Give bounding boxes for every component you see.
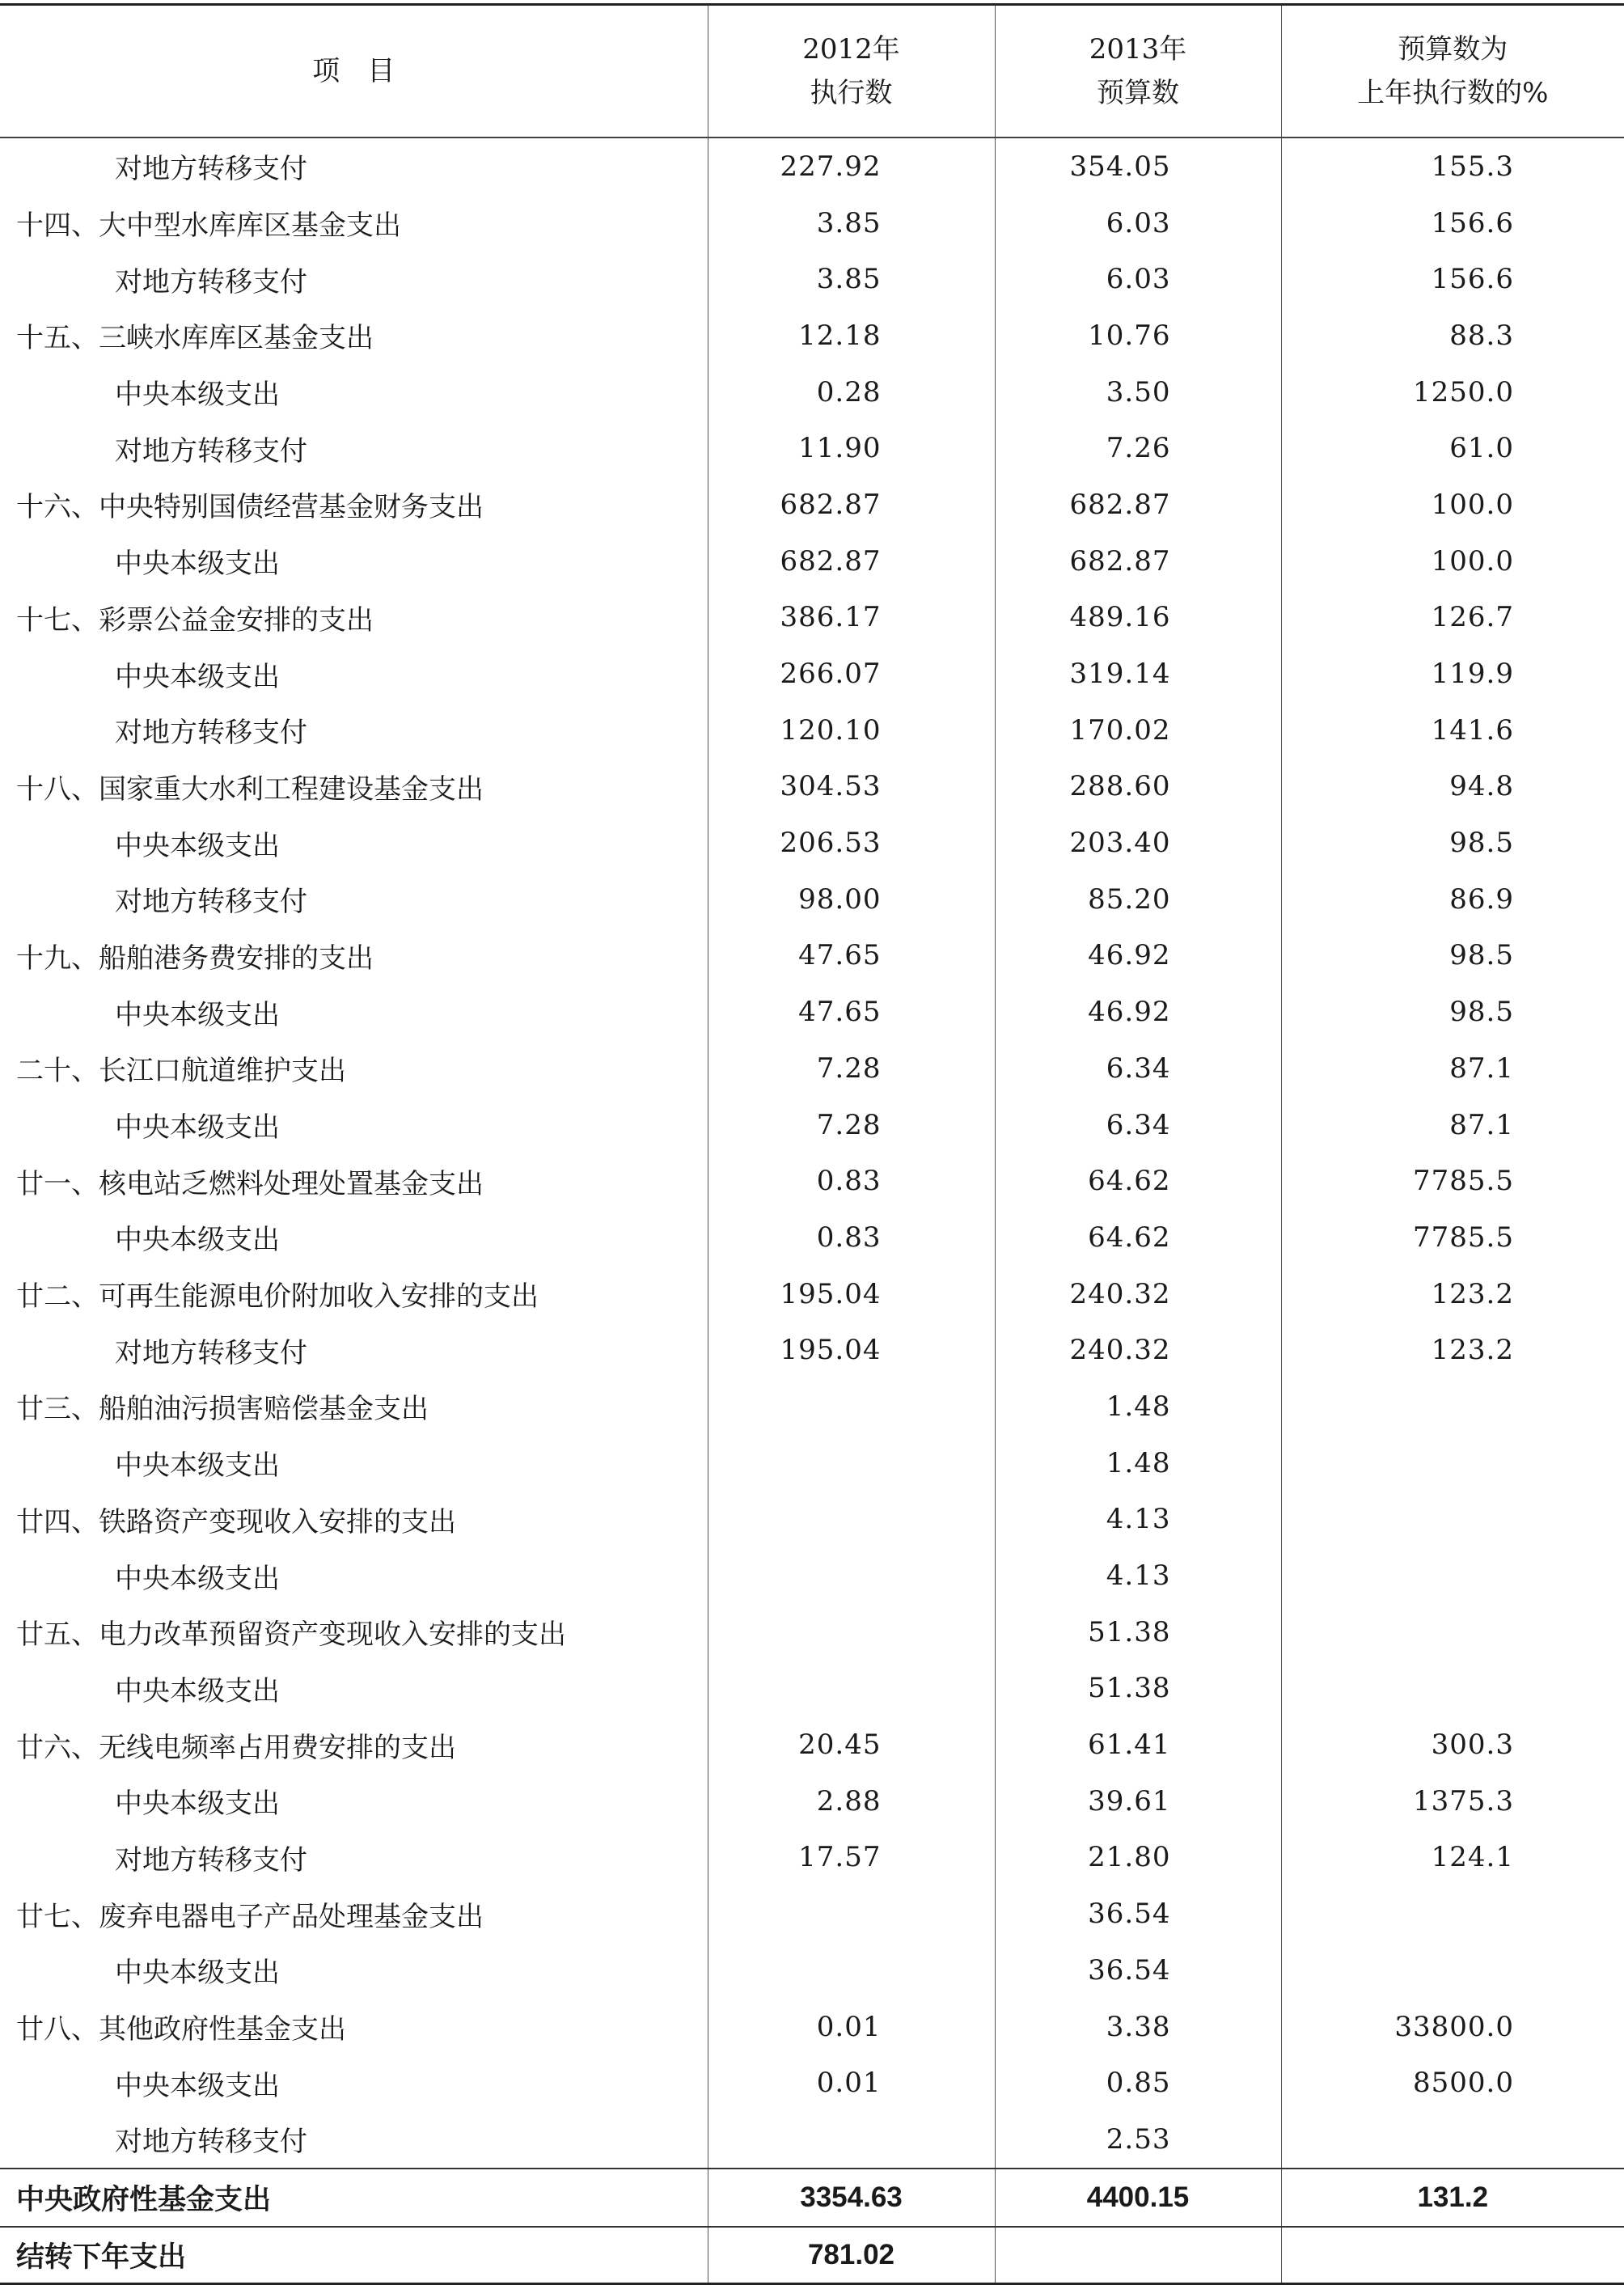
- row-value-pct: 123.2: [1281, 1266, 1624, 1322]
- row-value-pct: 123.2: [1281, 1322, 1624, 1378]
- row-value-pct: 156.6: [1281, 251, 1624, 307]
- carryover-2012: 781.02: [708, 2227, 995, 2284]
- row-label: 廿三、船舶油污损害赔偿基金支出: [0, 1378, 708, 1435]
- row-value-pct: 88.3: [1281, 307, 1624, 364]
- row-value-pct: [1281, 1604, 1624, 1661]
- row-label: 中央本级支出: [0, 533, 708, 590]
- row-value-2012: 2.88: [708, 1773, 995, 1830]
- row-value-pct: 119.9: [1281, 645, 1624, 702]
- row-value-2013: 288.60: [995, 759, 1281, 815]
- table-row-sub: [0, 984, 1624, 1040]
- row-label: 廿七、废弃电器电子产品处理基金支出: [0, 1885, 708, 1942]
- row-label: 廿一、核电站乏燃料处理处置基金支出: [0, 1153, 708, 1209]
- row-value-2012: 682.87: [708, 476, 995, 533]
- row-value-pct: 61.0: [1281, 420, 1624, 476]
- row-value-2012: 47.65: [708, 984, 995, 1040]
- header-2013-type: 预算数: [996, 71, 1281, 115]
- header-2012: [708, 5, 995, 138]
- row-label: 十六、中央特别国债经营基金财务支出: [0, 476, 708, 533]
- row-label: 中央本级支出: [0, 645, 708, 702]
- row-value-2013: 489.16: [995, 590, 1281, 646]
- row-value-2012: [708, 2111, 995, 2169]
- carryover-2013: [995, 2227, 1281, 2284]
- table-row-sub: [0, 1830, 1624, 1886]
- table-row-main: [0, 1885, 1624, 1942]
- table-row-sub: [0, 1547, 1624, 1604]
- table-row-sub: [0, 1773, 1624, 1830]
- row-value-pct: 141.6: [1281, 702, 1624, 759]
- row-value-2012: [708, 1492, 995, 1548]
- row-label: 十五、三峡水库库区基金支出: [0, 307, 708, 364]
- row-value-pct: 7785.5: [1281, 1209, 1624, 1266]
- carryover-row: [0, 2227, 1624, 2284]
- table-row-main: [0, 759, 1624, 815]
- table-row-main: [0, 590, 1624, 646]
- row-label: 对地方转移支付: [0, 702, 708, 759]
- row-label: 对地方转移支付: [0, 1322, 708, 1378]
- table-row-main: [0, 307, 1624, 364]
- table-row-sub: [0, 1435, 1624, 1492]
- row-value-2013: 6.34: [995, 1040, 1281, 1097]
- table-body: [0, 138, 1624, 2283]
- row-value-2012: 12.18: [708, 307, 995, 364]
- table-header: [0, 5, 1624, 138]
- row-value-2013: 36.54: [995, 1942, 1281, 1999]
- row-value-pct: [1281, 2111, 1624, 2169]
- row-value-pct: 124.1: [1281, 1830, 1624, 1886]
- table-row-main: [0, 928, 1624, 984]
- row-value-2012: 266.07: [708, 645, 995, 702]
- row-label: 对地方转移支付: [0, 871, 708, 928]
- row-value-2013: 21.80: [995, 1830, 1281, 1886]
- table-row-sub: [0, 420, 1624, 476]
- row-value-2013: 46.92: [995, 984, 1281, 1040]
- table-row-sub: [0, 2111, 1624, 2169]
- table-row-sub: [0, 251, 1624, 307]
- row-value-2013: 6.03: [995, 195, 1281, 252]
- table-row-main: [0, 476, 1624, 533]
- row-value-2013: 1.48: [995, 1378, 1281, 1435]
- row-label: 中央本级支出: [0, 364, 708, 421]
- row-value-2012: 195.04: [708, 1266, 995, 1322]
- header-pct-line1: 预算数为: [1282, 28, 1624, 71]
- row-value-2013: 36.54: [995, 1885, 1281, 1942]
- row-value-2013: 39.61: [995, 1773, 1281, 1830]
- table-row-sub: [0, 815, 1624, 871]
- row-value-2013: 1.48: [995, 1435, 1281, 1492]
- row-value-2012: 0.28: [708, 364, 995, 421]
- row-value-2013: 6.03: [995, 251, 1281, 307]
- row-value-2013: 64.62: [995, 1209, 1281, 1266]
- row-value-2013: 64.62: [995, 1153, 1281, 1209]
- row-value-2012: 20.45: [708, 1716, 995, 1773]
- row-value-2012: 206.53: [708, 815, 995, 871]
- row-value-2012: 227.92: [708, 138, 995, 195]
- table-row-sub: [0, 2054, 1624, 2111]
- row-value-2012: 304.53: [708, 759, 995, 815]
- total-label: 中央政府性基金支出: [0, 2169, 708, 2227]
- row-value-2013: 170.02: [995, 702, 1281, 759]
- row-value-pct: 156.6: [1281, 195, 1624, 252]
- row-value-2012: [708, 1547, 995, 1604]
- table-row-sub: [0, 645, 1624, 702]
- row-value-pct: 86.9: [1281, 871, 1624, 928]
- row-value-pct: [1281, 1378, 1624, 1435]
- row-value-2012: 11.90: [708, 420, 995, 476]
- row-label: 二十、长江口航道维护支出: [0, 1040, 708, 1097]
- row-value-2012: 0.01: [708, 1999, 995, 2055]
- row-value-2013: 203.40: [995, 815, 1281, 871]
- row-value-2012: 7.28: [708, 1040, 995, 1097]
- table-row-main: [0, 1266, 1624, 1322]
- row-label: 中央本级支出: [0, 1097, 708, 1153]
- row-value-pct: 155.3: [1281, 138, 1624, 195]
- row-value-2012: [708, 1885, 995, 1942]
- table-row-sub: [0, 1209, 1624, 1266]
- row-label: 廿八、其他政府性基金支出: [0, 1999, 708, 2055]
- row-value-2013: 61.41: [995, 1716, 1281, 1773]
- row-value-pct: [1281, 1885, 1624, 1942]
- row-value-2012: [708, 1604, 995, 1661]
- table-row-sub: [0, 1322, 1624, 1378]
- row-value-2013: 51.38: [995, 1661, 1281, 1717]
- row-value-2012: 195.04: [708, 1322, 995, 1378]
- row-value-2012: 120.10: [708, 702, 995, 759]
- row-value-pct: 8500.0: [1281, 2054, 1624, 2111]
- carryover-label: 结转下年支出: [0, 2227, 708, 2284]
- row-value-2013: 51.38: [995, 1604, 1281, 1661]
- row-label: 十四、大中型水库库区基金支出: [0, 195, 708, 252]
- total-row: [0, 2169, 1624, 2227]
- row-value-pct: [1281, 1435, 1624, 1492]
- row-label: 对地方转移支付: [0, 2111, 708, 2169]
- row-label: 中央本级支出: [0, 815, 708, 871]
- table-row-main: [0, 195, 1624, 252]
- row-value-2013: 4.13: [995, 1492, 1281, 1548]
- header-2012-type: 执行数: [708, 71, 995, 115]
- row-value-pct: 1375.3: [1281, 1773, 1624, 1830]
- header-pct-line2: 上年执行数的%: [1282, 71, 1624, 115]
- row-value-2012: 682.87: [708, 533, 995, 590]
- row-value-2012: [708, 1942, 995, 1999]
- row-label: 对地方转移支付: [0, 138, 708, 195]
- row-label: 中央本级支出: [0, 1661, 708, 1717]
- row-value-pct: [1281, 1942, 1624, 1999]
- row-label: 十八、国家重大水利工程建设基金支出: [0, 759, 708, 815]
- row-label: 中央本级支出: [0, 2054, 708, 2111]
- row-label: 中央本级支出: [0, 1942, 708, 1999]
- row-value-pct: 1250.0: [1281, 364, 1624, 421]
- row-value-2013: 2.53: [995, 2111, 1281, 2169]
- row-value-2013: 3.50: [995, 364, 1281, 421]
- row-value-2012: [708, 1435, 995, 1492]
- row-value-pct: 126.7: [1281, 590, 1624, 646]
- row-value-2013: 7.26: [995, 420, 1281, 476]
- row-value-pct: 98.5: [1281, 984, 1624, 1040]
- table-row-main: [0, 1999, 1624, 2055]
- row-value-2012: 47.65: [708, 928, 995, 984]
- row-value-2013: 4.13: [995, 1547, 1281, 1604]
- row-value-2012: 0.83: [708, 1209, 995, 1266]
- header-item-label: 项目: [312, 55, 422, 87]
- row-label: 对地方转移支付: [0, 251, 708, 307]
- table-row-sub: [0, 138, 1624, 195]
- row-value-pct: 98.5: [1281, 815, 1624, 871]
- table-row-sub: [0, 364, 1624, 421]
- row-label: 廿六、无线电频率占用费安排的支出: [0, 1716, 708, 1773]
- row-value-2012: 0.01: [708, 2054, 995, 2111]
- row-label: 对地方转移支付: [0, 1830, 708, 1886]
- row-value-pct: 100.0: [1281, 476, 1624, 533]
- total-2012: 3354.63: [708, 2169, 995, 2227]
- row-value-pct: [1281, 1547, 1624, 1604]
- row-value-2013: 682.87: [995, 533, 1281, 590]
- row-label: 十九、船舶港务费安排的支出: [0, 928, 708, 984]
- table-row-sub: [0, 533, 1624, 590]
- row-label: 中央本级支出: [0, 1547, 708, 1604]
- row-value-2012: [708, 1378, 995, 1435]
- total-2013: 4400.15: [995, 2169, 1281, 2227]
- row-value-pct: 300.3: [1281, 1716, 1624, 1773]
- row-value-2012: 0.83: [708, 1153, 995, 1209]
- row-value-2013: 85.20: [995, 871, 1281, 928]
- budget-table: [0, 3, 1624, 2285]
- total-pct: 131.2: [1281, 2169, 1624, 2227]
- row-label: 廿四、铁路资产变现收入安排的支出: [0, 1492, 708, 1548]
- row-value-2013: 240.32: [995, 1266, 1281, 1322]
- row-label: 廿二、可再生能源电价附加收入安排的支出: [0, 1266, 708, 1322]
- row-value-2013: 6.34: [995, 1097, 1281, 1153]
- row-label: 对地方转移支付: [0, 420, 708, 476]
- row-value-2013: 682.87: [995, 476, 1281, 533]
- row-value-2012: 7.28: [708, 1097, 995, 1153]
- table-row-sub: [0, 871, 1624, 928]
- table-row-sub: [0, 702, 1624, 759]
- header-2013: [995, 5, 1281, 138]
- row-value-2013: 240.32: [995, 1322, 1281, 1378]
- table-row-main: [0, 1604, 1624, 1661]
- row-value-2012: 17.57: [708, 1830, 995, 1886]
- header-2013-year: 2013年: [996, 28, 1281, 71]
- header-pct: [1281, 5, 1624, 138]
- row-label: 中央本级支出: [0, 1435, 708, 1492]
- row-label: 中央本级支出: [0, 984, 708, 1040]
- row-label: 十七、彩票公益金安排的支出: [0, 590, 708, 646]
- header-2012-year: 2012年: [708, 28, 995, 71]
- carryover-pct: [1281, 2227, 1624, 2284]
- row-label: 中央本级支出: [0, 1773, 708, 1830]
- row-value-pct: [1281, 1661, 1624, 1717]
- row-value-2012: [708, 1661, 995, 1717]
- table-row-main: [0, 1716, 1624, 1773]
- row-value-2012: 3.85: [708, 251, 995, 307]
- table-row-main: [0, 1378, 1624, 1435]
- header-item: [0, 5, 708, 138]
- table-row-sub: [0, 1097, 1624, 1153]
- row-value-2013: 319.14: [995, 645, 1281, 702]
- table-row-main: [0, 1153, 1624, 1209]
- row-value-pct: [1281, 1492, 1624, 1548]
- row-value-2013: 46.92: [995, 928, 1281, 984]
- row-label: 廿五、电力改革预留资产变现收入安排的支出: [0, 1604, 708, 1661]
- row-value-2013: 0.85: [995, 2054, 1281, 2111]
- table-row-main: [0, 1492, 1624, 1548]
- row-value-pct: 87.1: [1281, 1097, 1624, 1153]
- row-value-2013: 354.05: [995, 138, 1281, 195]
- row-value-pct: 94.8: [1281, 759, 1624, 815]
- row-value-pct: 33800.0: [1281, 1999, 1624, 2055]
- row-value-pct: 7785.5: [1281, 1153, 1624, 1209]
- row-value-2013: 10.76: [995, 307, 1281, 364]
- row-value-2013: 3.38: [995, 1999, 1281, 2055]
- table-row-sub: [0, 1661, 1624, 1717]
- table-row-main: [0, 1040, 1624, 1097]
- row-value-pct: 98.5: [1281, 928, 1624, 984]
- row-value-2012: 3.85: [708, 195, 995, 252]
- row-value-pct: 87.1: [1281, 1040, 1624, 1097]
- row-value-pct: 100.0: [1281, 533, 1624, 590]
- row-value-2012: 386.17: [708, 590, 995, 646]
- row-label: 中央本级支出: [0, 1209, 708, 1266]
- table-row-sub: [0, 1942, 1624, 1999]
- row-value-2012: 98.00: [708, 871, 995, 928]
